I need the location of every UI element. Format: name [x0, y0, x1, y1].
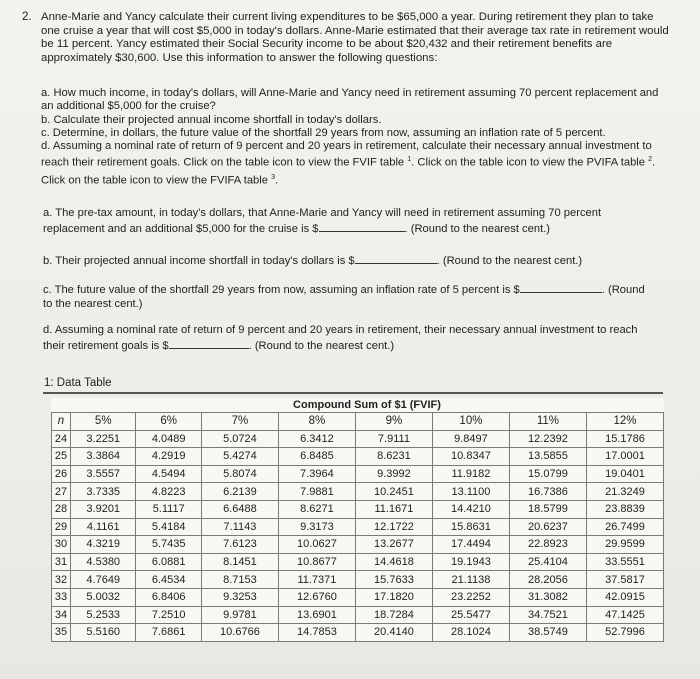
table-cell: 21.3249 [586, 483, 663, 501]
rate-header: 8% [278, 413, 355, 431]
table-cell: 6.6488 [201, 500, 278, 518]
table-cell: 19.0401 [586, 465, 663, 483]
table-caption: Compound Sum of $1 (FVIF) [293, 399, 441, 411]
data-table-title: 1: Data Table [44, 377, 112, 389]
table-cell: 5.4184 [136, 518, 201, 536]
part-d-text-4: . [275, 174, 279, 187]
table-cell: 52.7996 [586, 624, 663, 642]
table-cell: 6.0881 [136, 553, 201, 571]
table-cell: 12.6760 [278, 588, 355, 606]
table-body [52, 413, 664, 642]
pvifa-table-link[interactable]: 2 [648, 156, 653, 164]
table-cell: 4.1161 [71, 518, 136, 536]
table-cell: 15.0799 [509, 465, 586, 483]
table-cell: 7.9881 [278, 483, 355, 501]
row-n: 35 [52, 624, 71, 642]
table-cell: 4.3219 [71, 536, 136, 554]
answer-d-prefix: their retirement goals is $ [43, 340, 169, 352]
answer-d [43, 323, 673, 353]
table-cell: 29.9599 [586, 536, 663, 554]
row-n: 34 [52, 606, 71, 624]
table-cell: 37.5817 [586, 571, 663, 589]
answer-a-line2 [43, 220, 673, 236]
table-cell: 11.7371 [278, 571, 355, 589]
table-cell: 5.0032 [71, 588, 136, 606]
row-n: 24 [52, 430, 71, 448]
row-n: 25 [52, 448, 71, 466]
table-cell: 10.8347 [432, 448, 509, 466]
table-row [52, 483, 664, 501]
answer-b [43, 252, 673, 268]
table-cell: 7.2510 [136, 606, 201, 624]
answer-a-suffix: . (Round to the nearest cent.) [404, 223, 551, 235]
rate-header: 10% [432, 413, 509, 431]
row-n: 30 [52, 536, 71, 554]
table-cell: 4.0489 [136, 430, 201, 448]
table-cell: 7.6861 [136, 624, 201, 642]
table-cell: 6.8485 [278, 448, 355, 466]
table-cell: 7.3964 [278, 465, 355, 483]
table-cell: 18.5799 [509, 500, 586, 518]
table-cell: 3.2251 [71, 430, 136, 448]
answer-c-input[interactable] [520, 281, 602, 293]
part-d-text-2: . Click on the table icon to view the PVIFA table [411, 157, 645, 170]
rate-header: 6% [136, 413, 201, 431]
table-cell: 4.5380 [71, 553, 136, 571]
rate-header: 9% [355, 413, 432, 431]
table-row [52, 606, 664, 624]
table-cell: 14.4210 [432, 500, 509, 518]
answer-b-prefix: b. Their projected annual income shortfall in today's dollars is $ [43, 255, 355, 267]
answer-d-line1: d. Assuming a nominal rate of return of 9 percent and 20 years in retirement, their necessary annual investment to reach [43, 324, 638, 336]
table-cell: 12.2392 [509, 430, 586, 448]
table-row [52, 430, 664, 448]
part-d-text: d. Assuming a nominal rate of return of 9 percent and 20 years in retirement, calculate their necessary annual investment to reach their retirement goals. Click on the table icon to view the FVIF table [41, 140, 652, 170]
table-cell: 22.8923 [509, 536, 586, 554]
rate-header: 5% [71, 413, 136, 431]
table-cell: 13.6901 [278, 606, 355, 624]
question-parts [41, 87, 671, 188]
table-cell: 4.7649 [71, 571, 136, 589]
table-cell: 14.7853 [278, 624, 355, 642]
table-row [52, 536, 664, 554]
table-cell: 10.8677 [278, 553, 355, 571]
fvif-table [51, 398, 664, 642]
table-cell: 8.7153 [201, 571, 278, 589]
table-cell: 11.9182 [432, 465, 509, 483]
table-row [52, 448, 664, 466]
row-n: 32 [52, 571, 71, 589]
table-cell: 8.6231 [355, 448, 432, 466]
answer-c-prefix: c. The future value of the shortfall 29 years from now, assuming an inflation rate of 5 percent is $ [43, 284, 520, 296]
rate-header: 12% [586, 413, 663, 431]
table-cell: 19.1943 [432, 553, 509, 571]
table-row [52, 624, 664, 642]
table-cell: 9.8497 [432, 430, 509, 448]
rate-header: 11% [509, 413, 586, 431]
table-cell: 6.8406 [136, 588, 201, 606]
answer-a [43, 206, 673, 236]
table-cell: 3.9201 [71, 500, 136, 518]
table-cell: 28.2056 [509, 571, 586, 589]
table-cell: 25.4104 [509, 553, 586, 571]
table-row [52, 553, 664, 571]
table-cell: 38.5749 [509, 624, 586, 642]
row-n: 29 [52, 518, 71, 536]
table-cell: 14.4618 [355, 553, 432, 571]
table-cell: 34.7521 [509, 606, 586, 624]
part-d-text-3: . Click on the table icon to view the FVIFA table [41, 157, 656, 187]
table-cell: 6.3412 [278, 430, 355, 448]
table-cell: 15.8631 [432, 518, 509, 536]
table-cell: 4.2919 [136, 448, 201, 466]
table-cell: 6.4534 [136, 571, 201, 589]
table-cell: 10.0627 [278, 536, 355, 554]
table-row [52, 465, 664, 483]
table-cell: 3.5557 [71, 465, 136, 483]
part-b: b. Calculate their projected annual income shortfall in today's dollars. [41, 113, 382, 126]
table-cell: 21.1138 [432, 571, 509, 589]
table-cell: 42.0915 [586, 588, 663, 606]
table-cell: 4.8223 [136, 483, 201, 501]
row-n: 27 [52, 483, 71, 501]
table-cell: 31.3082 [509, 588, 586, 606]
table-cell: 26.7499 [586, 518, 663, 536]
table-cell: 3.3864 [71, 448, 136, 466]
table-cell: 5.1117 [136, 500, 201, 518]
table-cell: 28.1024 [432, 624, 509, 642]
answer-a-input[interactable] [319, 220, 405, 232]
problem-intro: Anne-Marie and Yancy calculate their current living expenditures to be $65,000 a year. During retirement they plan to take one cruise a year that will cost $5,000 in today's dollars. Anne-Marie estimated that their average tax rate in retirement would be 11 percent. Yancy estimated their Social Security income to be about $20,432 and their retirement benefits are approximately $30,600. Use this information to answer the following questions: [41, 11, 669, 64]
table-cell: 9.9781 [201, 606, 278, 624]
table-cell: 20.6237 [509, 518, 586, 536]
table-cell: 17.1820 [355, 588, 432, 606]
answer-c-suffix: . (Round [601, 284, 645, 296]
caption-spacer [52, 398, 71, 413]
table-cell: 17.4494 [432, 536, 509, 554]
table-cell: 5.5160 [71, 624, 136, 642]
table-row [52, 571, 664, 589]
part-c: c. Determine, in dollars, the future value of the shortfall 29 years from now, assuming an inflation rate of 5 percent. [41, 126, 606, 139]
table-cell: 25.5477 [432, 606, 509, 624]
row-n: 26 [52, 465, 71, 483]
table-row [52, 588, 664, 606]
row-n: 31 [52, 553, 71, 571]
table-cell: 10.6766 [201, 624, 278, 642]
table-cell: 5.7435 [136, 536, 201, 554]
table-cell: 16.7386 [509, 483, 586, 501]
table-cell: 17.0001 [586, 448, 663, 466]
table-cell: 13.1100 [432, 483, 509, 501]
answer-d-line2 [43, 337, 673, 353]
header-row [52, 413, 664, 431]
table-cell: 9.3173 [278, 518, 355, 536]
table-row [52, 518, 664, 536]
row-n: 28 [52, 500, 71, 518]
answer-b-input[interactable] [355, 252, 437, 264]
answer-b-suffix: . (Round to the nearest cent.) [436, 255, 583, 267]
answer-c-line2: to the nearest cent.) [43, 298, 143, 310]
rate-header: 7% [201, 413, 278, 431]
fvif-table-link[interactable]: 1 [407, 156, 412, 164]
table-cell: 12.1722 [355, 518, 432, 536]
table-cell: 5.8074 [201, 465, 278, 483]
question-number: 2. [22, 11, 32, 23]
answer-d-input[interactable] [169, 337, 249, 349]
table-cell: 5.4274 [201, 448, 278, 466]
table-cell: 10.2451 [355, 483, 432, 501]
table-cell: 23.2252 [432, 588, 509, 606]
table-cell: 13.2677 [355, 536, 432, 554]
table-cell: 5.0724 [201, 430, 278, 448]
table-cell: 23.8839 [586, 500, 663, 518]
table-cell: 7.1143 [201, 518, 278, 536]
table-cell: 15.7633 [355, 571, 432, 589]
table-cell: 9.3992 [355, 465, 432, 483]
table-cell: 3.7335 [71, 483, 136, 501]
table-row [52, 500, 664, 518]
table-cell: 18.7284 [355, 606, 432, 624]
answer-d-suffix: . (Round to the nearest cent.) [248, 340, 395, 352]
answer-a-prefix: replacement and an additional $5,000 for the cruise is $ [43, 223, 319, 235]
table-cell: 8.1451 [201, 553, 278, 571]
table-cell: 4.5494 [136, 465, 201, 483]
n-header: n [52, 413, 71, 431]
table-cell: 20.4140 [355, 624, 432, 642]
table-cell: 15.1786 [586, 430, 663, 448]
table-cell: 33.5551 [586, 553, 663, 571]
table-cell: 5.2533 [71, 606, 136, 624]
table-cell: 7.9111 [355, 430, 432, 448]
table-cell: 47.1425 [586, 606, 663, 624]
table-cell: 6.2139 [201, 483, 278, 501]
table-cell: 8.6271 [278, 500, 355, 518]
row-n: 33 [52, 588, 71, 606]
table-cell: 13.5855 [509, 448, 586, 466]
answer-c-line1 [43, 281, 673, 297]
table-cell: 11.1671 [355, 500, 432, 518]
fvifa-table-link[interactable]: 3 [271, 173, 275, 181]
table-cell: 7.6123 [201, 536, 278, 554]
answer-a-line1: a. The pre-tax amount, in today's dollars, that Anne-Marie and Yancy will need in retirement assuming 70 percent [43, 207, 602, 219]
title-divider [43, 392, 663, 394]
answer-c [43, 281, 673, 311]
table-cell: 9.3253 [201, 588, 278, 606]
part-d [41, 140, 671, 187]
part-a: a. How much income, in today's dollars, will Anne-Marie and Yancy need in retirement assuming 70 percent replacement and an additional $5,000 for the cruise? [41, 87, 659, 113]
